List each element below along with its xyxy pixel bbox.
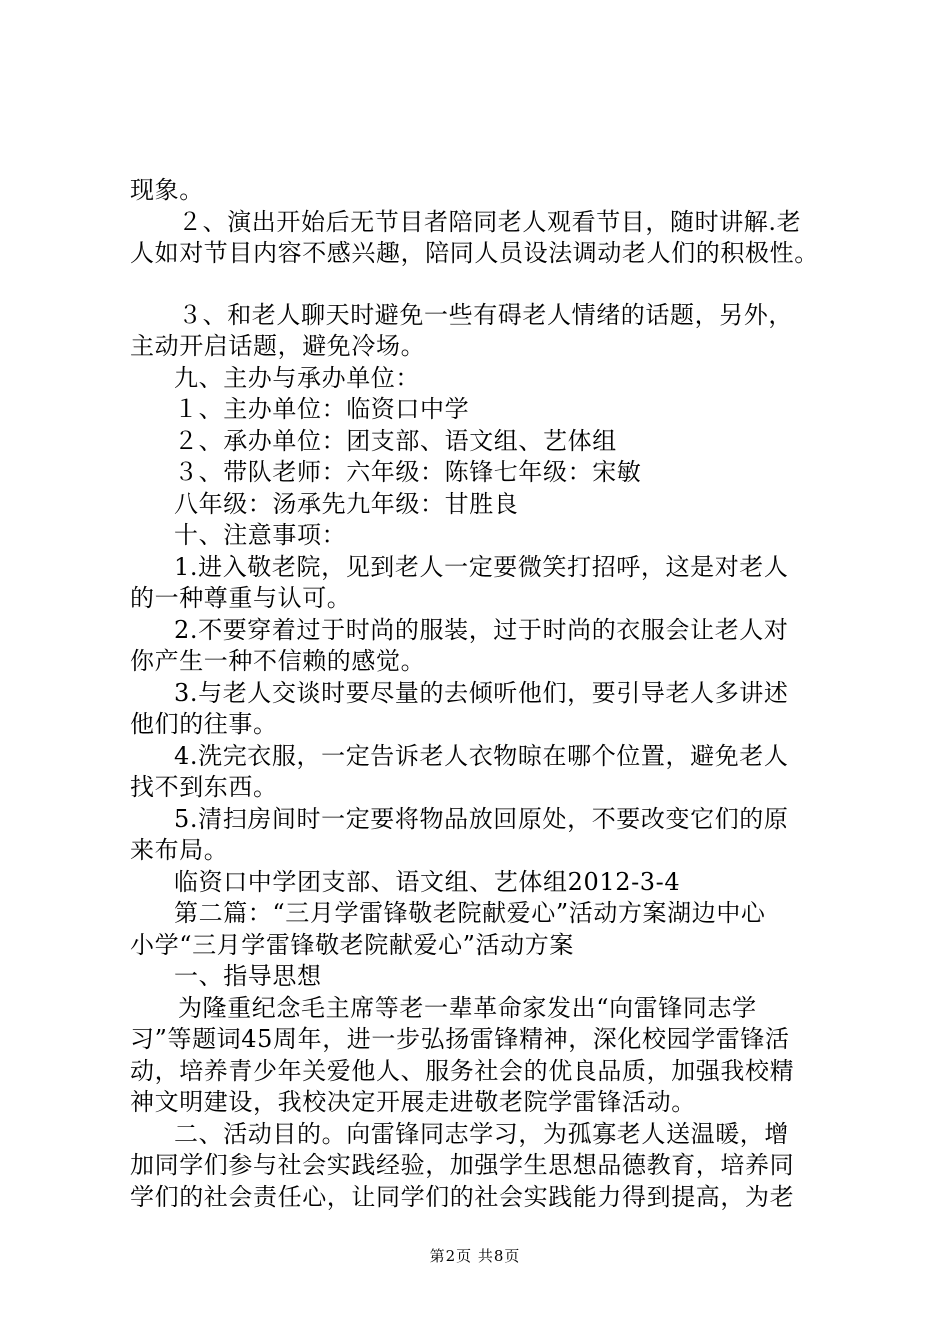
document-body bbox=[130, 175, 830, 1213]
section-heading: 十、注意事项： bbox=[174, 521, 347, 549]
text-line: 八年级：汤承先九年级：甘胜良 bbox=[174, 489, 519, 518]
paragraph-gap bbox=[130, 270, 830, 300]
text-line: 你产生一种不信赖的感觉。 bbox=[130, 647, 426, 675]
text-line: ３、和老人聊天时避免一些有碍老人情绪的话题，另外， bbox=[178, 300, 793, 329]
text-line: 来布局。 bbox=[130, 836, 229, 864]
chapter-title: 第二篇：“三月学雷锋敬老院献爱心”活动方案湖边中心 bbox=[174, 899, 766, 927]
text-line: ２、演出开始后无节目者陪同老人观看节目，随时讲解.老 bbox=[178, 207, 802, 236]
text-line: 小学“三月学雷锋敬老院献爱心”活动方案 bbox=[130, 930, 574, 959]
text-line: 1.进入敬老院，见到老人一定要微笑打招呼，这是对老人 bbox=[174, 552, 789, 581]
text-line: 加同学们参与社会实践经验，加强学生思想品德教育，培养同 bbox=[130, 1151, 795, 1179]
text-line: 人如对节目内容不感兴趣，陪同人员设法调动老人们的积极性。 bbox=[130, 239, 819, 267]
text-line: 4.洗完衣服，一定告诉老人衣物晾在哪个位置，避免老人 bbox=[174, 741, 789, 770]
text-line: 3.与老人交谈时要尽量的去倾听他们，要引导老人多讲述 bbox=[174, 678, 789, 707]
text-line: 动，培养青少年关爱他人、服务社会的优良品质，加强我校精 bbox=[130, 1056, 795, 1085]
text-line: 主动开启话题，避免冷场。 bbox=[130, 332, 426, 360]
section-heading: 一、指导思想 bbox=[174, 962, 322, 990]
text-line: １、主办单位：临资口中学 bbox=[174, 395, 470, 423]
text-line: ２、承办单位：团支部、语文组、艺体组 bbox=[174, 426, 617, 455]
text-line: 神文明建设，我校决定开展走进敬老院学雷锋活动。 bbox=[130, 1088, 696, 1116]
text-line: 找不到东西。 bbox=[130, 773, 278, 801]
signature-line: 临资口中学团支部、语文组、艺体组2012-3-4 bbox=[174, 867, 681, 896]
page-number-footer: 第2页 共8页 bbox=[429, 1247, 521, 1265]
text-line: 的一种尊重与认可。 bbox=[130, 584, 352, 612]
text-line: 二、活动目的。向雷锋同志学习，为孤寡老人送温暖，增 bbox=[174, 1119, 789, 1148]
text-line: 习”等题词45周年，进一步弘扬雷锋精神，深化校园学雷锋活 bbox=[130, 1025, 790, 1053]
text-line: 他们的往事。 bbox=[130, 710, 278, 738]
text-line: 为隆重纪念毛主席等老一辈革命家发出“向雷锋同志学 bbox=[178, 993, 757, 1022]
section-heading: 九、主办与承办单位： bbox=[174, 363, 420, 392]
text-line: 学们的社会责任心，让同学们的社会实践能力得到提高，为老 bbox=[130, 1182, 795, 1211]
text-line: ３、带队老师：六年级：陈锋七年级：宋敏 bbox=[174, 458, 642, 486]
text-line: 2.不要穿着过于时尚的服装，过于时尚的衣服会让老人对 bbox=[174, 615, 789, 644]
text-line: 5.清扫房间时一定要将物品放回原处，不要改变它们的原 bbox=[174, 804, 789, 833]
text-line: 现象。 bbox=[130, 176, 204, 204]
